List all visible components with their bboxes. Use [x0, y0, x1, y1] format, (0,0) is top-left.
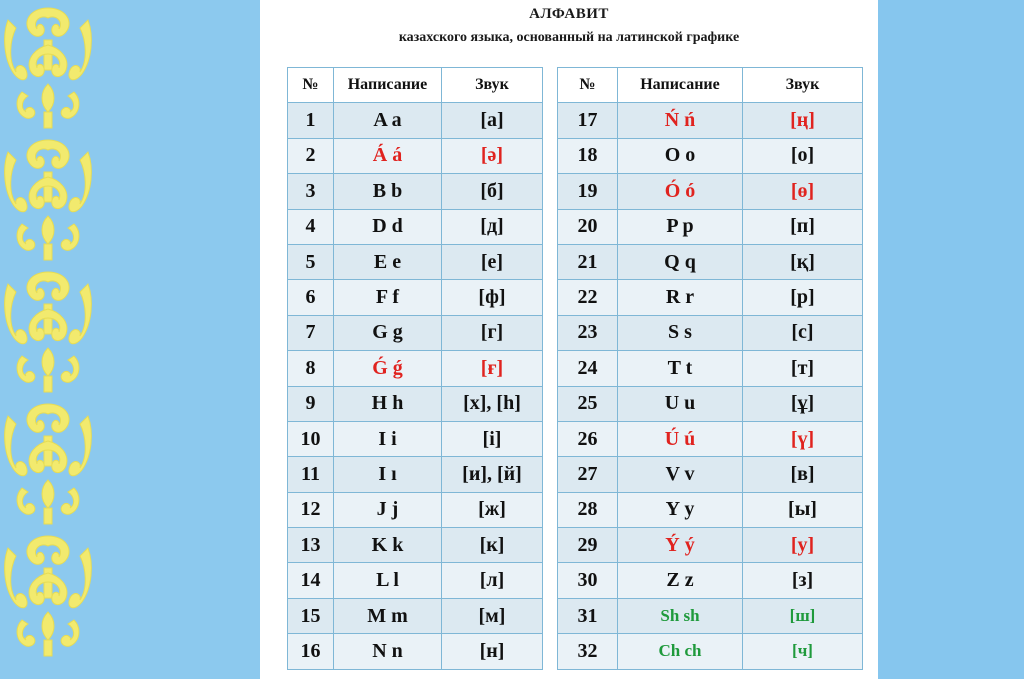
table-row — [558, 421, 863, 456]
letter-spelling: E e — [334, 244, 442, 279]
letter-spelling: L l — [334, 563, 442, 598]
letter-number: 20 — [558, 209, 618, 244]
table-row — [288, 598, 543, 633]
letter-spelling: F f — [334, 280, 442, 315]
table-row — [558, 634, 863, 669]
table-row — [558, 528, 863, 563]
letter-number: 1 — [288, 103, 334, 138]
header-sound: Звук — [743, 68, 863, 103]
letter-sound: [б] — [442, 174, 543, 209]
table-row — [288, 138, 543, 173]
table-row — [288, 563, 543, 598]
letter-number: 16 — [288, 634, 334, 669]
table-row — [288, 174, 543, 209]
kazakh-ornament-border — [0, 0, 96, 679]
letter-spelling: Z z — [618, 563, 743, 598]
letter-sound: [ө] — [743, 174, 863, 209]
table-row — [558, 174, 863, 209]
letter-sound: [ж] — [442, 492, 543, 527]
letter-sound: [с] — [743, 315, 863, 350]
letter-spelling: D d — [334, 209, 442, 244]
table-row — [288, 492, 543, 527]
letter-spelling: I i — [334, 421, 442, 456]
table-row — [288, 386, 543, 421]
letter-sound: [р] — [743, 280, 863, 315]
letter-sound: [д] — [442, 209, 543, 244]
letter-spelling: P p — [618, 209, 743, 244]
table-row — [288, 244, 543, 279]
table-row — [558, 492, 863, 527]
letter-number: 6 — [288, 280, 334, 315]
alphabet-table-right — [557, 67, 863, 670]
letter-number: 26 — [558, 421, 618, 456]
letter-sound: [ы] — [743, 492, 863, 527]
letter-spelling: Ǵ ǵ — [334, 351, 442, 386]
table-row — [558, 315, 863, 350]
alphabet-table-left — [287, 67, 543, 670]
letter-number: 8 — [288, 351, 334, 386]
letter-number: 27 — [558, 457, 618, 492]
table-row — [558, 598, 863, 633]
letter-number: 15 — [288, 598, 334, 633]
letter-sound: [қ] — [743, 244, 863, 279]
letter-spelling: Ý ý — [618, 528, 743, 563]
letter-sound: [ұ] — [743, 386, 863, 421]
header-spelling: Написание — [334, 68, 442, 103]
letter-number: 3 — [288, 174, 334, 209]
letter-number: 10 — [288, 421, 334, 456]
letter-sound: [в] — [743, 457, 863, 492]
letter-number: 4 — [288, 209, 334, 244]
letter-number: 13 — [288, 528, 334, 563]
header-spelling: Написание — [618, 68, 743, 103]
letter-number: 7 — [288, 315, 334, 350]
letter-number: 9 — [288, 386, 334, 421]
table-row — [288, 209, 543, 244]
page-title: АЛФАВИТ — [529, 6, 609, 22]
table-row — [558, 280, 863, 315]
table-row — [558, 386, 863, 421]
letter-spelling: Ń ń — [618, 103, 743, 138]
table-row — [288, 528, 543, 563]
letter-spelling: T t — [618, 351, 743, 386]
letter-number: 12 — [288, 492, 334, 527]
letter-sound: [ф] — [442, 280, 543, 315]
letter-number: 25 — [558, 386, 618, 421]
letter-number: 29 — [558, 528, 618, 563]
table-header-row — [558, 68, 863, 103]
letter-spelling: Q q — [618, 244, 743, 279]
letter-sound: [ш] — [743, 598, 863, 633]
table-row — [558, 244, 863, 279]
letter-spelling: G g — [334, 315, 442, 350]
table-row — [558, 563, 863, 598]
letter-sound: [е] — [442, 244, 543, 279]
letter-sound: [а] — [442, 103, 543, 138]
letter-spelling: N n — [334, 634, 442, 669]
letter-spelling: Sh sh — [618, 598, 743, 633]
letter-number: 22 — [558, 280, 618, 315]
letter-sound: [п] — [743, 209, 863, 244]
letter-spelling: R r — [618, 280, 743, 315]
letter-number: 17 — [558, 103, 618, 138]
table-header-row — [288, 68, 543, 103]
letter-sound: [и], [й] — [442, 457, 543, 492]
table-row — [288, 103, 543, 138]
letter-number: 30 — [558, 563, 618, 598]
table-row — [288, 351, 543, 386]
right-background — [878, 0, 1024, 679]
letter-number: 23 — [558, 315, 618, 350]
letter-spelling: J j — [334, 492, 442, 527]
letter-sound: [х], [һ] — [442, 386, 543, 421]
letter-sound: [у] — [743, 528, 863, 563]
letter-sound: [т] — [743, 351, 863, 386]
page-subtitle: казахского языка, основанный на латинской графике — [398, 30, 740, 45]
letter-number: 5 — [288, 244, 334, 279]
letter-number: 19 — [558, 174, 618, 209]
table-row — [558, 138, 863, 173]
letter-spelling: V v — [618, 457, 743, 492]
letter-spelling: U u — [618, 386, 743, 421]
letter-spelling: M m — [334, 598, 442, 633]
table-row — [558, 351, 863, 386]
letter-sound: [ә] — [442, 138, 543, 173]
table-row — [558, 457, 863, 492]
letter-sound: [м] — [442, 598, 543, 633]
letter-sound: [ч] — [743, 634, 863, 669]
letter-number: 31 — [558, 598, 618, 633]
letter-sound: [ң] — [743, 103, 863, 138]
header-num: № — [288, 68, 334, 103]
table-row — [288, 457, 543, 492]
letter-spelling: Ó ó — [618, 174, 743, 209]
table-row — [288, 634, 543, 669]
letter-spelling: K k — [334, 528, 442, 563]
table-row — [288, 280, 543, 315]
letter-number: 28 — [558, 492, 618, 527]
letter-number: 21 — [558, 244, 618, 279]
letter-number: 11 — [288, 457, 334, 492]
letter-number: 2 — [288, 138, 334, 173]
letter-spelling: Ú ú — [618, 421, 743, 456]
letter-sound: [к] — [442, 528, 543, 563]
letter-sound: [г] — [442, 315, 543, 350]
letter-number: 32 — [558, 634, 618, 669]
letter-sound: [ғ] — [442, 351, 543, 386]
letter-spelling: I ı — [334, 457, 442, 492]
header-num: № — [558, 68, 618, 103]
letter-spelling: A a — [334, 103, 442, 138]
letter-sound: [н] — [442, 634, 543, 669]
table-row — [288, 315, 543, 350]
letter-sound: [л] — [442, 563, 543, 598]
alphabet-sheet — [260, 0, 878, 679]
letter-sound: [з] — [743, 563, 863, 598]
header-sound: Звук — [442, 68, 543, 103]
letter-sound: [і] — [442, 421, 543, 456]
letter-number: 24 — [558, 351, 618, 386]
letter-number: 14 — [288, 563, 334, 598]
table-row — [558, 209, 863, 244]
table-row — [288, 421, 543, 456]
letter-spelling: Ch ch — [618, 634, 743, 669]
letter-spelling: B b — [334, 174, 442, 209]
letter-sound: [ү] — [743, 421, 863, 456]
letter-number: 18 — [558, 138, 618, 173]
letter-spelling: H h — [334, 386, 442, 421]
letter-spelling: S s — [618, 315, 743, 350]
letter-spelling: Y y — [618, 492, 743, 527]
letter-spelling: Á á — [334, 138, 442, 173]
letter-sound: [о] — [743, 138, 863, 173]
table-row — [558, 103, 863, 138]
letter-spelling: O o — [618, 138, 743, 173]
